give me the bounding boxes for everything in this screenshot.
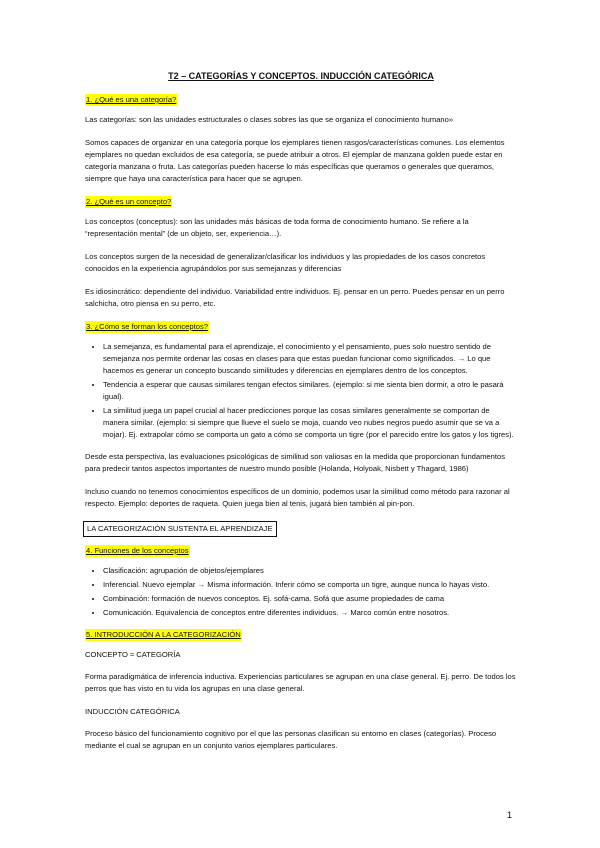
section-5-heading: 5. INTRODUCCIÓN A LA CATEGORIZACIÓN: [86, 630, 241, 639]
section-3-heading: 3. ¿Cómo se forman los conceptos?: [86, 322, 208, 331]
section-1-heading: 1. ¿Qué es una categoría?: [86, 95, 177, 104]
bullet-list: [85, 341, 517, 441]
paragraph: Somos capaces de organizar en una categoría porque los ejemplares tienen rasgos/características comunes. Los elementos ejemplares no quedan excluidos de esa categoría, se puede atribuir a otros. El ejemplar de manzana golden puede estar en categoría manzana o fruta. Las categorías pueden hacerse lo más específicas que queramos o generales que queramos, siempre que haya una característica para hacer que se agrupen.: [85, 138, 505, 183]
list-item: • La similitud juega un papel crucial al hacer predicciones porque las cosas similares generalmente se comportan de manera similar. (ejemplo: si siempre que llueve el suelo se moja, cuando veo nubes negros puedo asumir que se va a mojar). Ej. extrapolar cómo se comporta un gato a cómo se comporta un tigre (por el parecido entre los gatos y los tigres).: [103, 405, 517, 441]
paragraph: Proceso básico del funcionamiento cognitivo por el que las personas clasifican su entorno en clases (categorías). Proceso mediante el cual se agrupan en un conjunto varios ejemplares particulares.: [85, 729, 497, 750]
list-item: • Inferencial. Nuevo ejemplar → Misma información. Inferir cómo se comporta un tigre, aunque nunca lo hayas visto.: [103, 579, 517, 591]
page-number: 1: [506, 810, 512, 820]
paragraph: Los conceptos (conceptus): son las unidades más básicas de toda forma de conocimiento humano. Se refiere a la “representación mental” (de un objeto, ser, experiencia…).: [85, 217, 469, 238]
paragraph: Las categorías: son las unidades estructurales o clases sobres las que se organiza el conocimiento humano»: [85, 115, 454, 124]
list-item: • Comunicación. Equivalencia de conceptos entre diferentes individuos. → Marco común entre nosotros.: [103, 607, 517, 619]
subheading: CONCEPTO ≈ CATEGORÍA: [85, 650, 181, 659]
section-2-heading: 2. ¿Qué es un concepto?: [86, 197, 172, 206]
section-4-heading: 4. Funciones de los conceptos: [86, 546, 189, 555]
paragraph: Los conceptos surgen de la necesidad de generalizar/clasificar los individuos y las propiedades de los casos concretos conocidos en la experiencia agrupándolos por sus semejanzas y diferencias: [85, 252, 486, 273]
document-page: [85, 70, 517, 763]
list-item: • Combinación: formación de nuevos conceptos. Ej. sofá-cama. Sofá que asume propiedades de cama: [103, 593, 517, 605]
paragraph: Forma paradigmática de inferencia inductiva. Experiencias particulares se agrupan en una clase general. Ej. perro. De todos los perros que has visto en tu vida los agrupas en una clase general.: [85, 672, 516, 693]
paragraph: Desde esta perspectiva, las evaluaciones psicológicas de similitud son valiosas en la medida que proporcionan fundamentos para predecir tantos aspectos importantes de nuestro mundo posible (Holanda, Holyoak, Nisbett y Thagard, 1986): [85, 452, 506, 473]
list-item: • Tendencia a esperar que causas similares tengan efectos similares. (ejemplo: si me sienta bien dormir, a otro le pasará igual).: [103, 379, 517, 403]
bullet-list: [85, 565, 517, 619]
list-item: • Clasificación: agrupación de objetos/ejemplares: [103, 565, 517, 577]
subheading: INDUCCIÓN CATEGÓRICA: [85, 707, 180, 716]
paragraph: Es idiosincrático: dependiente del individuo. Variabilidad entre individuos. Ej. pensar en un perro. Puedes pensar en un perro salchicha, otro piensa en su perro, etc.: [85, 287, 505, 308]
paragraph: Incluso cuando no tenemos conocimientos específicos de un dominio, podemos usar la similitud como método para razonar al respecto. Ejemplo: deportes de raqueta. Quien juega bien al tenis, jugará bien también al pin-pon.: [85, 487, 510, 508]
page-title: T2 – CATEGORÍAS Y CONCEPTOS. INDUCCIÓN CATEGÓRICA: [168, 71, 434, 81]
boxed-statement: LA CATEGORIZACIÓN SUSTENTA EL APRENDIZAJE: [83, 521, 277, 537]
list-item: • La semejanza, es fundamental para el aprendizaje, el conocimiento y el pensamiento, pues solo nuestro sentido de semejanza nos permite ordenar las cosas en clases para que estas puedan funcionar como significados. → Lo que hacemos es generar un concepto buscando similitudes y diferencias en ejemplares dentro de los conceptos.: [103, 341, 517, 377]
